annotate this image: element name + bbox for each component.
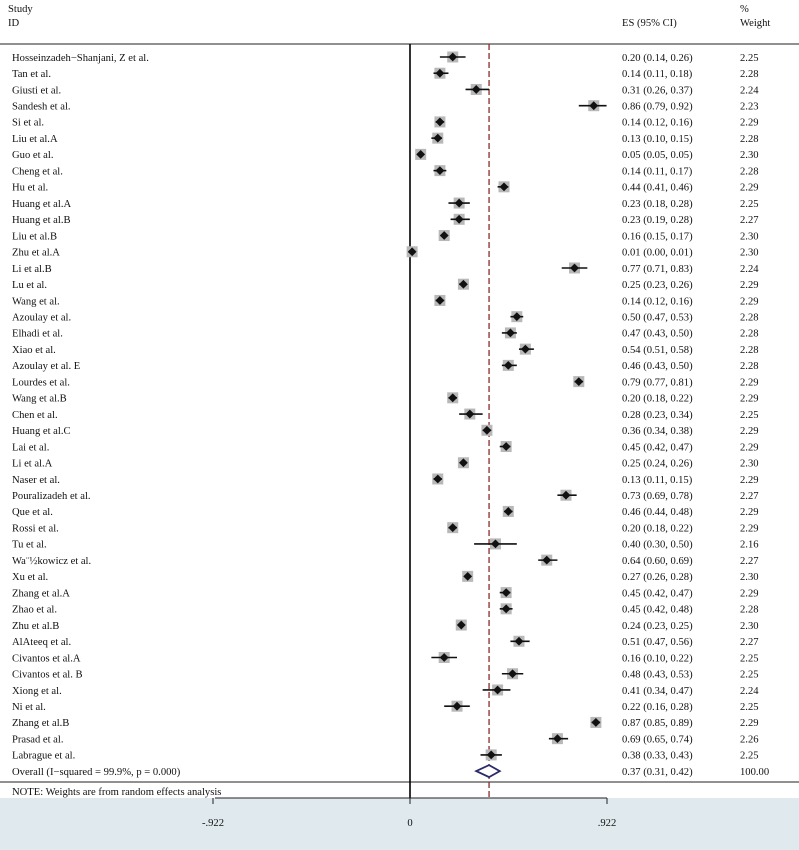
- study-label: Liu et al.B: [12, 231, 58, 243]
- study-label: Azoulay et al. E: [12, 361, 81, 373]
- study-row: [12, 214, 759, 226]
- weight-text: 2.24: [740, 263, 759, 275]
- weight-text: 2.25: [740, 702, 759, 713]
- header-study: Study: [8, 4, 33, 15]
- effect-size-text: 0.05 (0.05, 0.05): [622, 150, 693, 162]
- study-label: Rossi et al.: [12, 523, 59, 535]
- weight-text: 2.27: [740, 637, 759, 649]
- study-label: AlAteeq et al.: [12, 637, 72, 649]
- weight-text: 2.24: [740, 85, 759, 97]
- study-row: [12, 311, 759, 323]
- study-label: Si et al.: [12, 117, 45, 129]
- study-label: Zhang et al.A: [12, 588, 70, 600]
- study-row: [12, 149, 759, 161]
- weight-text: 2.29: [740, 588, 759, 600]
- effect-size-text: 0.24 (0.23, 0.25): [622, 620, 693, 632]
- study-row: [12, 409, 759, 421]
- weight-text: 2.24: [740, 685, 759, 697]
- effect-size-text: 0.22 (0.16, 0.28): [622, 702, 693, 713]
- study-row: [12, 652, 759, 664]
- study-label: Tu et al.: [12, 539, 47, 551]
- effect-size-text: 0.87 (0.85, 0.89): [622, 718, 693, 730]
- effect-size-text: 0.23 (0.19, 0.28): [622, 215, 693, 227]
- study-label: Lai et al.: [12, 442, 50, 454]
- study-label: Zhu et al.A: [12, 247, 60, 259]
- study-row: [12, 392, 759, 404]
- effect-size-text: 0.25 (0.23, 0.26): [622, 280, 693, 292]
- study-label: Guo et al.: [12, 150, 54, 162]
- effect-size-text: 0.28 (0.23, 0.34): [622, 409, 693, 421]
- weight-text: 2.25: [740, 409, 759, 421]
- weight-text: 2.29: [740, 377, 759, 389]
- study-row: [12, 620, 759, 632]
- effect-size-text: 0.64 (0.60, 0.69): [622, 555, 693, 567]
- weight-text: 2.28: [740, 604, 759, 616]
- study-label: Li et al.A: [12, 458, 53, 470]
- effect-size-text: 0.44 (0.41, 0.46): [622, 182, 693, 194]
- study-label: Zhu et al.B: [12, 620, 60, 632]
- weight-text: 2.23: [740, 101, 759, 113]
- weight-text: 2.29: [740, 474, 759, 486]
- weight-text: 2.28: [740, 166, 759, 178]
- study-label: Hu et al.: [12, 182, 49, 194]
- effect-size-text: 0.14 (0.11, 0.17): [622, 166, 693, 178]
- study-label: Pouralizadeh et al.: [12, 491, 91, 503]
- effect-size-text: 0.50 (0.47, 0.53): [622, 312, 693, 324]
- effect-size-text: 0.20 (0.14, 0.26): [622, 52, 693, 64]
- study-label: Chen et al.: [12, 409, 58, 421]
- effect-size-text: 0.77 (0.71, 0.83): [622, 263, 693, 275]
- x-tick-label: -.922: [201, 818, 225, 829]
- effect-size-text: 0.20 (0.18, 0.22): [622, 523, 693, 535]
- study-label: Hosseinzadeh−Shanjani, Z et al.: [12, 52, 149, 64]
- weight-text: 2.29: [740, 117, 759, 129]
- study-row: [12, 555, 759, 567]
- weight-text: 2.30: [740, 572, 759, 584]
- effect-size-text: 0.45 (0.42, 0.48): [622, 604, 693, 616]
- study-label: Wa¨½kowicz et al.: [12, 555, 92, 567]
- study-label: Zhang et al.B: [12, 718, 70, 730]
- study-row: [12, 717, 759, 729]
- weight-text: 2.28: [740, 361, 759, 373]
- weight-text: 2.26: [740, 734, 759, 746]
- study-row: [12, 295, 759, 307]
- effect-size-text: 0.16 (0.15, 0.17): [622, 231, 693, 243]
- study-row: [12, 684, 759, 696]
- effect-size-text: 0.45 (0.42, 0.47): [622, 588, 693, 600]
- study-label: Elhadi et al.: [12, 328, 63, 340]
- study-label: Labrague et al.: [12, 750, 76, 762]
- effect-size-text: 0.45 (0.42, 0.47): [622, 442, 693, 454]
- study-label: Li et al.B: [12, 263, 52, 275]
- study-row: [12, 279, 759, 291]
- effect-size-text: 0.14 (0.12, 0.16): [622, 296, 693, 308]
- study-row: [12, 441, 759, 453]
- effect-size-text: 0.40 (0.30, 0.50): [622, 539, 693, 551]
- study-label: Huang et al.C: [12, 426, 71, 438]
- effect-size-text: 0.48 (0.43, 0.53): [622, 669, 693, 681]
- study-label: Tan et al.: [12, 69, 51, 81]
- weight-text: 2.30: [740, 231, 759, 243]
- effect-size-text: 0.69 (0.65, 0.74): [622, 734, 693, 746]
- x-tick-label: .922: [597, 818, 617, 829]
- study-row: [12, 52, 759, 64]
- study-row: [12, 116, 759, 128]
- x-tick-label: 0: [407, 818, 413, 829]
- study-row: [12, 749, 759, 761]
- weight-text: 2.25: [740, 198, 759, 210]
- study-label: Sandesh et al.: [12, 101, 71, 113]
- axis-band: [0, 798, 799, 850]
- study-row: [12, 165, 759, 177]
- study-label: Naser et al.: [12, 474, 60, 486]
- effect-size-text: 0.47 (0.43, 0.50): [622, 328, 693, 340]
- study-row: [12, 457, 759, 469]
- effect-size-text: 0.51 (0.47, 0.56): [622, 637, 693, 649]
- study-row: [12, 701, 759, 713]
- weight-text: 2.28: [740, 69, 759, 81]
- weight-text: 2.25: [740, 669, 759, 681]
- study-row: [12, 571, 759, 583]
- effect-size-text: 0.14 (0.11, 0.18): [622, 69, 693, 81]
- effect-size-text: 0.86 (0.79, 0.92): [622, 101, 693, 113]
- header-es: ES (95% CI): [622, 18, 677, 29]
- study-row: [12, 262, 759, 274]
- effect-size-text: 0.13 (0.10, 0.15): [622, 133, 693, 145]
- study-label: Huang et al.A: [12, 198, 72, 210]
- header-weight-pct: %: [740, 4, 749, 15]
- weight-text: 2.30: [740, 150, 759, 162]
- weight-text: 2.29: [740, 523, 759, 535]
- study-label: Lu et al.: [12, 280, 48, 292]
- weight-text: 2.27: [740, 555, 759, 567]
- effect-size-text: 0.54 (0.51, 0.58): [622, 344, 693, 356]
- study-row: [12, 133, 759, 145]
- study-row: [12, 376, 759, 388]
- study-row: [12, 506, 759, 518]
- header-id: ID: [8, 18, 20, 29]
- study-label: Wang et al.B: [12, 393, 67, 405]
- study-row: [12, 181, 759, 193]
- weight-text: 2.27: [740, 491, 759, 503]
- weight-text: 2.29: [740, 507, 759, 519]
- effect-size-text: 0.20 (0.18, 0.22): [622, 393, 693, 405]
- effect-size-text: 0.25 (0.24, 0.26): [622, 458, 693, 470]
- footnote: NOTE: Weights are from random effects analysis: [12, 787, 222, 798]
- effect-size-text: 0.16 (0.10, 0.22): [622, 653, 693, 665]
- study-row: [12, 327, 759, 339]
- study-label: Huang et al.B: [12, 215, 71, 227]
- weight-text: 2.28: [740, 328, 759, 340]
- study-label: Cheng et al.: [12, 166, 63, 178]
- weight-text: 2.16: [740, 539, 759, 551]
- weight-text: 2.27: [740, 215, 759, 227]
- study-row: [12, 490, 759, 502]
- study-label: Zhao et al.: [12, 604, 58, 616]
- study-row: [12, 636, 759, 648]
- study-row: [12, 668, 759, 680]
- study-row: [12, 360, 759, 372]
- weight-text: 2.25: [740, 653, 759, 665]
- study-label: Xu et al.: [12, 572, 49, 584]
- weight-text: 2.25: [740, 750, 759, 762]
- effect-size-text: 0.36 (0.34, 0.38): [622, 426, 693, 438]
- weight-text: 2.25: [740, 52, 759, 64]
- effect-size-text: 0.27 (0.26, 0.28): [622, 572, 693, 584]
- effect-size-text: 0.31 (0.26, 0.37): [622, 85, 693, 97]
- study-row: [12, 587, 759, 599]
- study-row: [12, 84, 759, 96]
- effect-size-text: 0.41 (0.34, 0.47): [622, 685, 693, 697]
- effect-size-text: 0.01 (0.00, 0.01): [622, 247, 693, 259]
- overall-weight-text: 100.00: [740, 766, 770, 778]
- study-label: Lourdes et al.: [12, 377, 70, 389]
- weight-text: 2.28: [740, 312, 759, 324]
- study-row: [12, 603, 759, 615]
- study-row: [12, 198, 759, 210]
- weight-text: 2.29: [740, 182, 759, 194]
- weight-text: 2.29: [740, 426, 759, 438]
- weight-text: 2.29: [740, 442, 759, 454]
- weight-text: 2.30: [740, 247, 759, 259]
- effect-size-text: 0.73 (0.69, 0.78): [622, 491, 693, 503]
- weight-text: 2.28: [740, 133, 759, 145]
- overall-diamond: [476, 765, 500, 777]
- study-label: Ni et al.: [12, 702, 46, 713]
- study-label: Azoulay et al.: [12, 312, 72, 324]
- effect-size-text: 0.46 (0.43, 0.50): [622, 361, 693, 373]
- study-row: [12, 538, 759, 550]
- overall-effect-text: 0.37 (0.31, 0.42): [622, 766, 693, 778]
- overall-label: Overall (I−squared = 99.9%, p = 0.000): [12, 766, 181, 778]
- header-weight: Weight: [740, 18, 771, 29]
- effect-size-text: 0.23 (0.18, 0.28): [622, 198, 693, 210]
- study-label: Civantos et al. B: [12, 669, 83, 681]
- weight-text: 2.29: [740, 296, 759, 308]
- effect-size-text: 0.14 (0.12, 0.16): [622, 117, 693, 129]
- study-label: Que et al.: [12, 507, 53, 519]
- study-label: Xiao et al.: [12, 344, 56, 356]
- study-label: Prasad et al.: [12, 734, 64, 746]
- weight-text: 2.29: [740, 393, 759, 405]
- weight-text: 2.30: [740, 620, 759, 632]
- weight-text: 2.30: [740, 458, 759, 470]
- study-row: [12, 68, 759, 80]
- weight-text: 2.28: [740, 344, 759, 356]
- study-label: Liu et al.A: [12, 133, 58, 145]
- study-row: [12, 522, 759, 534]
- effect-size-text: 0.79 (0.77, 0.81): [622, 377, 693, 389]
- study-label: Civantos et al.A: [12, 653, 81, 665]
- effect-size-text: 0.46 (0.44, 0.48): [622, 507, 693, 519]
- effect-size-text: 0.13 (0.11, 0.15): [622, 474, 693, 486]
- study-row: [12, 344, 759, 356]
- study-row: [12, 246, 759, 258]
- study-row: [12, 473, 759, 485]
- study-row: [12, 230, 759, 242]
- effect-size-text: 0.38 (0.33, 0.43): [622, 750, 693, 762]
- study-label: Wang et al.: [12, 296, 60, 308]
- study-label: Xiong et al.: [12, 685, 62, 697]
- study-label: Giusti et al.: [12, 85, 62, 97]
- study-row: [12, 425, 759, 437]
- weight-text: 2.29: [740, 718, 759, 730]
- study-row: [12, 100, 759, 112]
- study-row: [12, 733, 759, 745]
- weight-text: 2.29: [740, 280, 759, 292]
